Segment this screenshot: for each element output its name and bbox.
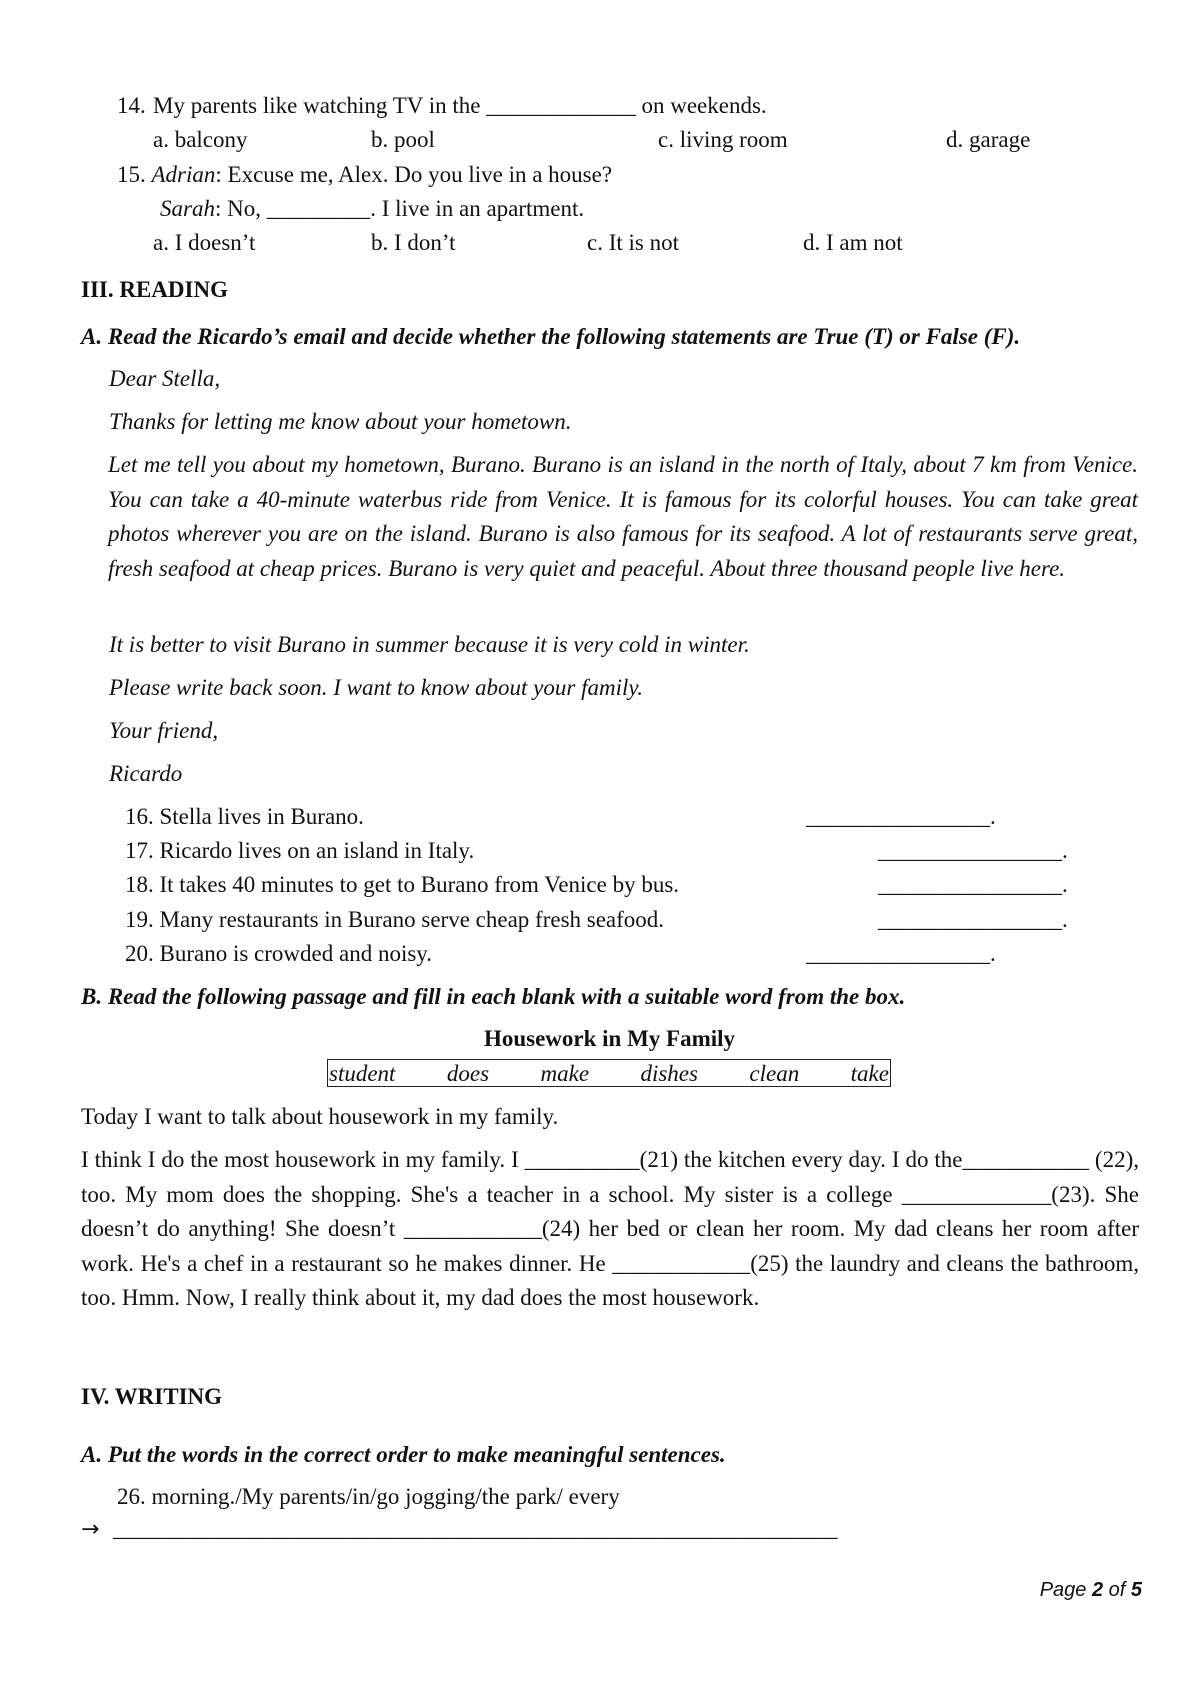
word-box-item: make <box>540 1060 590 1086</box>
statement-20-answer-blank[interactable]: ________________. <box>806 941 996 966</box>
q15-line1-text: : Excuse me, Alex. Do you live in a house? <box>215 162 613 187</box>
page-current: 2 <box>1091 1579 1104 1601</box>
page-of-word: of <box>1103 1579 1131 1601</box>
word-box-item: does <box>446 1060 490 1086</box>
word-box <box>327 1059 891 1087</box>
word-box-item: dishes <box>640 1060 698 1086</box>
q15-speaker-sarah: Sarah <box>160 196 215 221</box>
q15-speaker-adrian: Adrian <box>151 162 216 187</box>
statement-16-answer-blank[interactable]: ________________. <box>806 804 996 829</box>
email-paragraph-3: It is better to visit Burano in summer because it is very cold in winter. <box>109 632 750 657</box>
statement-17: 17. Ricardo lives on an island in Italy. <box>125 838 475 863</box>
reading-a-instruction: A. Read the Ricardo’s email and decide whether the following statements are True (T) or False (F). <box>81 324 1021 349</box>
email-paragraph-1: Thanks for letting me know about your hometown. <box>109 409 572 434</box>
passage-intro: Today I want to talk about housework in my family. <box>81 1104 559 1129</box>
statement-18: 18. It takes 40 minutes to get to Burano from Venice by bus. <box>125 872 680 897</box>
email-paragraph-2: Let me tell you about my hometown, Burano. Burano is an island in the north of Italy, about 7 km from Venice. You can take a 40-minute waterbus ride from Venice. It is famous for its colorful houses. You can take great photos wherever you are on the island. Burano is also famous for its seafood. A lot of restaurants serve great, fresh seafood at cheap prices. Burano is very quiet and peaceful. About three thousand people live here. <box>108 452 1138 581</box>
page-word: Page <box>1039 1579 1092 1601</box>
q15-option-a: a. I doesn’t <box>153 230 256 255</box>
statement-19-answer-blank[interactable]: ________________. <box>878 907 1068 932</box>
passage-title: Housework in My Family <box>483 1026 736 1051</box>
statement-16: 16. Stella lives in Burano. <box>125 804 364 829</box>
word-box-item: clean <box>749 1060 800 1086</box>
email-signature: Ricardo <box>109 761 183 786</box>
page-total: 5 <box>1130 1579 1142 1601</box>
q15-line2-text: : No, _________. I live in an apartment. <box>214 196 585 221</box>
email-greeting: Dear Stella, <box>109 366 221 391</box>
writing-heading: IV. WRITING <box>81 1384 223 1409</box>
q15-option-d: d. I am not <box>803 230 903 255</box>
statement-19: 19. Many restaurants in Burano serve cheap fresh seafood. <box>125 907 665 932</box>
q15-option-c: c. It is not <box>587 230 679 255</box>
writing-a-instruction: A. Put the words in the correct order to make meaningful sentences. <box>81 1442 726 1467</box>
statement-20: 20. Burano is crowded and noisy. <box>125 941 433 966</box>
arrow-icon: → <box>81 1517 100 1542</box>
q14-option-b: b. pool <box>371 127 435 152</box>
answer-line-26[interactable]: _______________________________________________________________ <box>113 1516 838 1541</box>
page-number <box>1040 1578 1142 1602</box>
q15-number: 15. <box>117 162 146 187</box>
q14-number: 14. <box>117 93 146 118</box>
question-26: 26. morning./My parents/in/go jogging/the park/ every <box>117 1484 620 1509</box>
q15-option-b: b. I don’t <box>371 230 456 255</box>
q15-line2 <box>160 195 584 223</box>
q14-stem: My parents like watching TV in the _____________ on weekends. <box>153 93 767 118</box>
statement-18-answer-blank[interactable]: ________________. <box>878 872 1068 897</box>
reading-b-instruction: B. Read the following passage and fill in each blank with a suitable word from the box. <box>81 984 906 1009</box>
q14-option-a: a. balcony <box>153 127 248 152</box>
word-box-item: student <box>329 1060 396 1086</box>
email-closing: Your friend, <box>109 718 219 743</box>
email-paragraph-4: Please write back soon. I want to know about your family. <box>109 675 644 700</box>
passage-body: I think I do the most housework in my family. I __________(21) the kitchen every day. I do the___________ (22), too. My mom does the shopping. She's a teacher in a school. My sister is a college _____________(23). She doesn’t do anything! She doesn’t ____________(24) her bed or clean her room. My dad cleans her room after work. He's a chef in a restaurant so he makes dinner. He ____________(25) the laundry and cleans the bathroom, too. Hmm. Now, I really think about it, my dad does the most housework. <box>81 1147 1139 1310</box>
q15-line1 <box>117 161 612 189</box>
reading-heading: III. READING <box>81 277 228 302</box>
word-box-item: take <box>850 1060 889 1086</box>
statement-17-answer-blank[interactable]: ________________. <box>878 838 1068 863</box>
q14-option-d: d. garage <box>946 127 1031 152</box>
q14-option-c: c. living room <box>658 127 788 152</box>
